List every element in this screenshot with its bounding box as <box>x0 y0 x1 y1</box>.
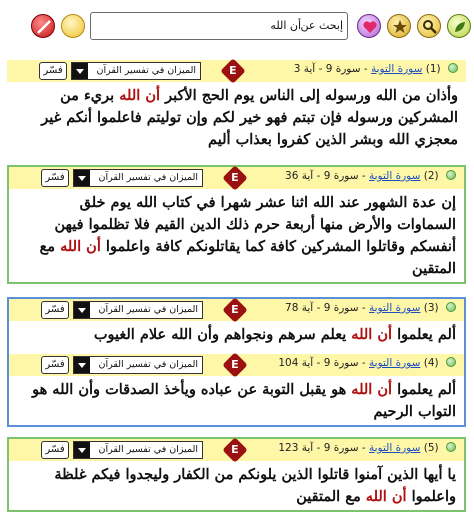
verse-text: ألم يعلموا أن الله هو يقبل التوبة عن عباده ويأخذ الصدقات وأن الله هو التواب الرحيم <box>32 381 456 420</box>
tafsir-button[interactable]: فسّر <box>41 356 69 374</box>
result-number: (4) <box>423 357 439 369</box>
tafsir-select[interactable] <box>73 169 203 187</box>
search-label: إبحث عن <box>300 19 343 32</box>
circle-icon[interactable] <box>61 14 85 38</box>
e-icon[interactable]: E <box>220 58 245 83</box>
search-highlight: أن الله <box>351 326 393 343</box>
chevron-down-icon <box>74 442 90 458</box>
sura-link[interactable]: سورة التوبة <box>369 170 421 182</box>
tafsir-select[interactable] <box>73 441 203 459</box>
result-header <box>9 439 464 461</box>
result-number: (2) <box>423 170 439 182</box>
search-input[interactable] <box>90 12 348 40</box>
bullet-icon <box>446 302 456 312</box>
heart-icon[interactable] <box>357 14 381 38</box>
tafsir-select-value: الميزان في تفسير القرآن <box>98 444 198 455</box>
chevron-down-icon <box>74 170 90 186</box>
search-highlight: أن الله <box>60 238 101 255</box>
tafsir-button[interactable]: فسّر <box>41 301 69 319</box>
result-header <box>7 60 466 82</box>
result-header <box>9 299 464 321</box>
e-icon[interactable]: E <box>222 297 247 322</box>
stop-icon[interactable] <box>31 14 55 38</box>
e-icon[interactable]: E <box>222 352 247 377</box>
result-number: (5) <box>423 442 439 454</box>
chevron-down-icon <box>72 63 88 79</box>
search-highlight: أن الله <box>365 488 407 505</box>
result-header <box>9 167 464 189</box>
ayah-reference: - سورة 9 - آية 104 <box>278 357 366 369</box>
tafsir-button[interactable]: فسّر <box>39 62 67 80</box>
tafsir-button[interactable]: فسّر <box>41 441 69 459</box>
leaf-icon[interactable] <box>447 14 471 38</box>
search-icon[interactable] <box>417 14 441 38</box>
sura-link[interactable]: سورة التوبة <box>369 302 421 314</box>
search-highlight: أن الله <box>119 87 160 104</box>
sura-link[interactable]: سورة التوبة <box>369 442 421 454</box>
result-item-1 <box>7 60 466 153</box>
verse-text: وأذان من الله ورسوله إلى الناس يوم الحج الأكبر أن الله بريء من المشركين ورسوله فإن تبتم فهو خير لكم وإن توليتم فاعلموا أنكم غير معجزي الله وبشر الذين كفروا بعذاب أليم <box>41 87 458 148</box>
e-icon[interactable]: E <box>222 437 247 462</box>
star-icon[interactable] <box>387 14 411 38</box>
tafsir-select-value: الميزان في تفسير القرآن <box>98 172 198 183</box>
chevron-down-icon <box>74 357 90 373</box>
toolbar <box>0 0 474 56</box>
verse-reference <box>294 63 458 75</box>
verse-text: إن عدة الشهور عند الله اثنا عشر شهرا في كتاب الله يوم خلق السماوات والأرض منها أربعة حرم ذلك الدين القيم فلا تظلموا فيهن أنفسكم وقاتلوا المشركين كافة كما يقاتلونكم كافة واعلموا أن الله مع المتقين <box>39 194 456 277</box>
result-number: (3) <box>423 302 439 314</box>
result-item-2 <box>7 165 466 284</box>
verse-reference <box>278 357 456 369</box>
bullet-icon <box>446 170 456 180</box>
ayah-reference: - سورة 9 - آية 123 <box>278 442 366 454</box>
bullet-icon <box>446 357 456 367</box>
ayah-reference: - سورة 9 - آية 3 <box>293 63 368 75</box>
e-icon[interactable]: E <box>222 165 247 190</box>
result-item-5 <box>7 437 466 512</box>
tafsir-select-value: الميزان في تفسير القرآن <box>98 304 198 315</box>
result-header <box>9 354 464 376</box>
tafsir-select-value: الميزان في تفسير القرآن <box>98 359 198 370</box>
verse-reference <box>285 170 456 182</box>
chevron-down-icon <box>74 302 90 318</box>
bullet-icon <box>446 442 456 452</box>
ayah-reference: - سورة 9 - آية 36 <box>285 170 366 182</box>
tafsir-button[interactable]: فسّر <box>41 169 69 187</box>
result-item-3 <box>7 297 466 427</box>
result-number: (1) <box>425 63 441 75</box>
tafsir-select[interactable] <box>73 301 203 319</box>
tafsir-select[interactable] <box>71 62 201 80</box>
result-item-4 <box>9 354 464 425</box>
verse-reference <box>285 302 456 314</box>
bullet-icon <box>448 63 458 73</box>
ayah-reference: - سورة 9 - آية 78 <box>285 302 366 314</box>
tafsir-select[interactable] <box>73 356 203 374</box>
verse-text: ألم يعلموا أن الله يعلم سرهم ونجواهم وأن الله علام الغيوب <box>93 326 456 343</box>
sura-link[interactable]: سورة التوبة <box>371 63 423 75</box>
search-value: أن الله <box>270 19 301 32</box>
sura-link[interactable]: سورة التوبة <box>369 357 421 369</box>
verse-reference <box>278 442 456 454</box>
search-highlight: أن الله <box>351 381 393 398</box>
tafsir-select-value: الميزان في تفسير القرآن <box>96 65 196 76</box>
verse-text: يا أيها الذين آمنوا قاتلوا الذين يلونكم من الكفار وليجدوا فيكم غلظة واعلموا أن الله مع المتقين <box>54 466 456 505</box>
